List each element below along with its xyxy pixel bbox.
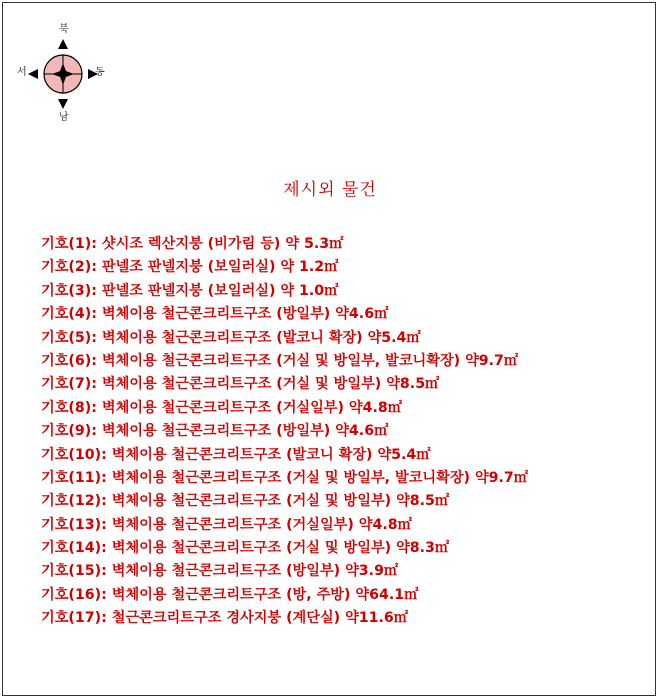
compass-north-label: 북 — [59, 24, 69, 35]
list-item: 기호(10): 벽체이용 철근콘크리트구조 (발코니 확장) 약5.4㎡ — [41, 446, 431, 463]
compass-west-label: 서 — [17, 67, 27, 78]
list-item: 기호(7): 벽체이용 철근콘크리트구조 (거실 및 방일부) 약8.5㎡ — [41, 376, 440, 393]
list-item: 기호(11): 벽체이용 철근콘크리트구조 (거실 및 방일부, 발코니확장) 약9.7㎡ — [41, 469, 528, 486]
list-item: 기호(6): 벽체이용 철근콘크리트구조 (거실 및 방일부, 발코니확장) 약9.7㎡ — [41, 352, 519, 369]
list-item: 기호(15): 벽체이용 철근콘크리트구조 (방일부) 약3.9㎡ — [41, 563, 399, 580]
list-item: 기호(14): 벽체이용 철근콘크리트구조 (거실 및 방일부) 약8.3㎡ — [41, 540, 450, 557]
list-item: 기호(1): 샷시조 렉산지붕 (비가림 등) 약 5.3㎡ — [41, 236, 344, 252]
list-item: 기호(9): 벽체이용 철근콘크리트구조 (방일부) 약4.6㎡ — [41, 423, 389, 440]
item-list — [41, 233, 528, 631]
compass-east-label: 동 — [95, 67, 105, 78]
list-item: 기호(5): 벽체이용 철근콘크리트구조 (발코니 확장) 약5.4㎡ — [41, 329, 421, 346]
list-item: 기호(17): 철근콘크리트구조 경사지붕 (계단실) 약11.6㎡ — [41, 610, 408, 627]
list-item: 기호(2): 판넬조 판넬지붕 (보일러실) 약 1.2㎡ — [41, 259, 339, 276]
page-title: 제시외 물건 — [283, 180, 377, 200]
list-item: 기호(16): 벽체이용 철근콘크리트구조 (방, 주방) 약64.1㎡ — [41, 586, 419, 603]
list-item: 기호(3): 판넬조 판넬지붕 (보일러실) 약 1.0㎡ — [41, 282, 339, 299]
list-item: 기호(13): 벽체이용 철근콘크리트구조 (거실일부) 약4.8㎡ — [41, 516, 412, 533]
list-item: 기호(4): 벽체이용 철근콘크리트구조 (방일부) 약4.6㎡ — [41, 306, 389, 323]
compass-rose — [17, 25, 109, 123]
list-item: 기호(8): 벽체이용 철근콘크리트구조 (거실일부) 약4.8㎡ — [41, 399, 402, 416]
compass-south-label: 남 — [59, 112, 69, 123]
document-frame — [2, 2, 656, 696]
list-item: 기호(12): 벽체이용 철근콘크리트구조 (거실 및 방일부) 약8.5㎡ — [41, 493, 450, 510]
